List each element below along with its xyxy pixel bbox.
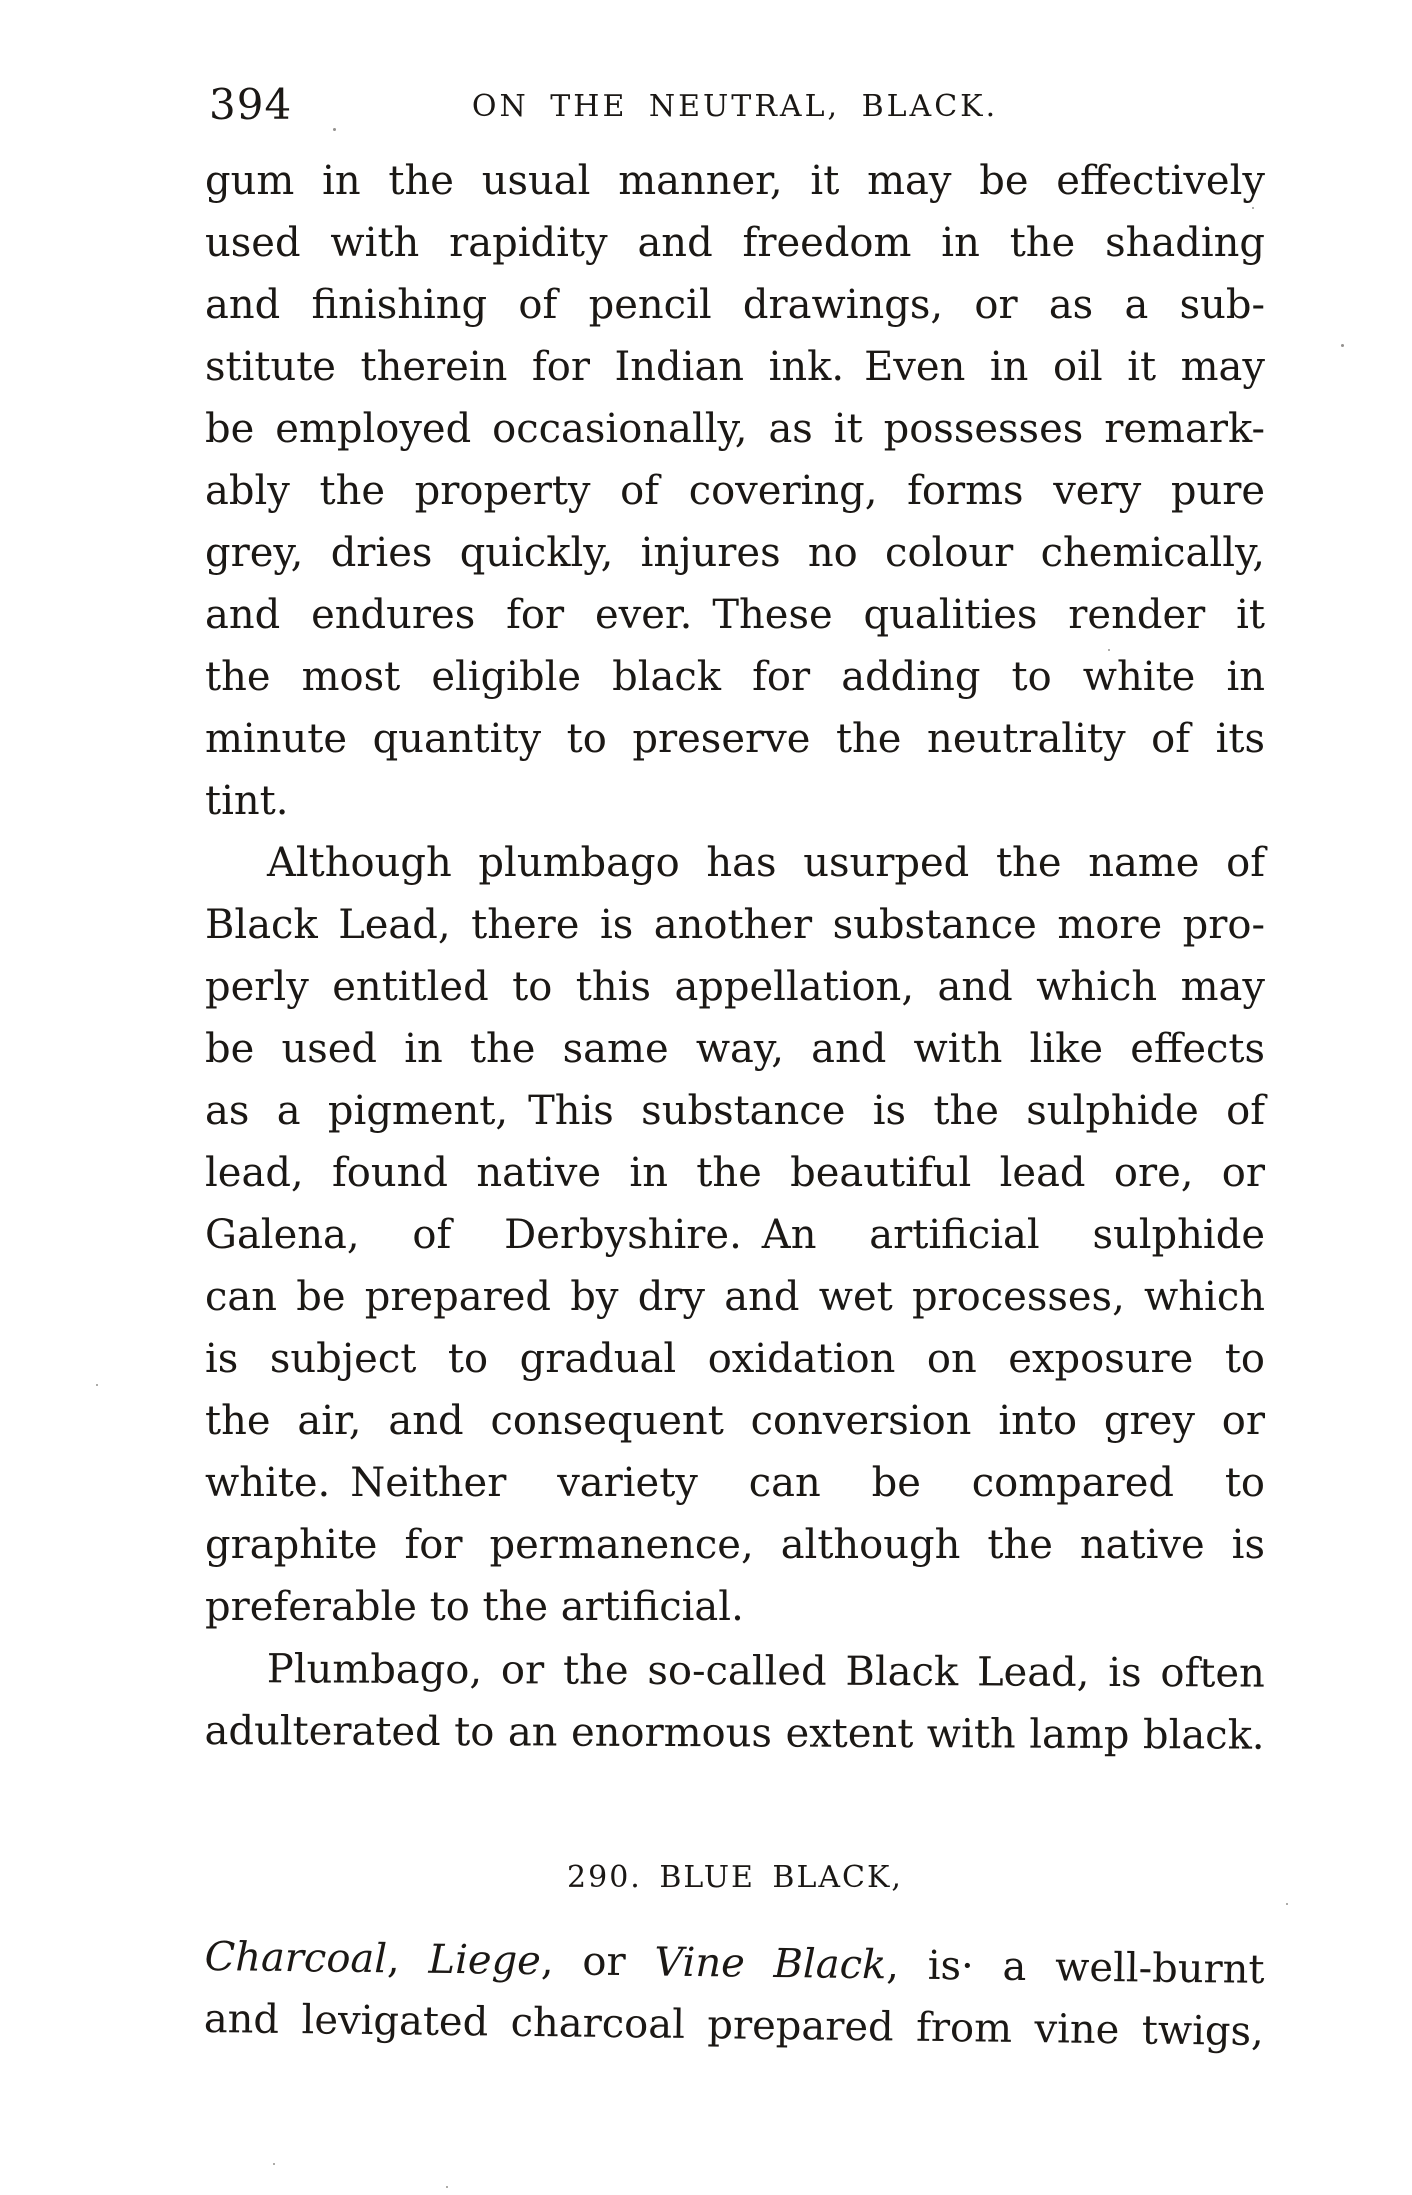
text-line: preferable to the artificial. xyxy=(205,1584,744,1630)
text-line: as a pigment, This substance is the sulphide of xyxy=(205,1088,1265,1134)
text-line: and finishing of pencil drawings, or as a sub- xyxy=(205,282,1265,328)
scan-speck xyxy=(1252,207,1254,209)
text-line: is subject to gradual oxidation on exposure to xyxy=(205,1336,1265,1382)
scan-speck xyxy=(273,2163,275,2165)
text-line: white. Neither variety can be compared to xyxy=(205,1460,1265,1506)
scan-speck xyxy=(96,1384,98,1386)
text-line: Although plumbago has usurped the name of xyxy=(267,840,1265,886)
scan-speck xyxy=(1286,1903,1288,1905)
line-fragment: , is· a well-burnt xyxy=(885,1942,1265,1993)
text-line: grey, dries quickly, injures no colour chemically, xyxy=(205,530,1265,576)
line-fragment: , xyxy=(386,1936,429,1983)
paragraph-gum-continuation xyxy=(205,150,1265,832)
text-line: can be prepared by dry and wet processes, which xyxy=(205,1274,1265,1320)
running-header: ON THE NEUTRAL, BLACK. xyxy=(471,89,999,124)
scan-speck xyxy=(1108,649,1110,651)
italic-term-liege: Liege xyxy=(428,1936,542,1985)
scan-speck xyxy=(333,128,336,131)
text-line: perly entitled to this appellation, and which may xyxy=(205,964,1265,1010)
text-line: and endures for ever. These qualities render it xyxy=(205,592,1265,638)
text-line: Plumbago, or the so-called Black Lead, is often xyxy=(266,1646,1265,1697)
page-number: 394 xyxy=(209,80,293,129)
section-heading-blue-black: 290. BLUE BLACK, xyxy=(567,1860,903,1895)
italic-term-vine-black: Vine Black xyxy=(654,1939,887,1989)
text-line: be used in the same way, and with like effects xyxy=(205,1026,1265,1072)
page-body xyxy=(203,150,1265,2055)
text-line: used with rapidity and freedom in the shading xyxy=(205,220,1265,266)
italic-term-charcoal: Charcoal xyxy=(204,1933,388,1983)
line-fragment: , or xyxy=(540,1938,655,1986)
text-line: tint. xyxy=(205,778,289,824)
text-line: the most eligible black for adding to white in xyxy=(205,654,1265,700)
text-line: Galena, of Derbyshire. An artificial sulphide xyxy=(205,1212,1265,1258)
page-header xyxy=(205,82,1265,134)
text-line: gum in the usual manner, it may be effectively xyxy=(205,158,1265,204)
paragraph-adulteration xyxy=(204,1638,1265,1767)
text-line: adulterated to an enormous extent with lamp black. xyxy=(204,1707,1265,1759)
scan-speck xyxy=(446,2186,448,2188)
text-line: stitute therein for Indian ink. Even in oil it may xyxy=(205,344,1265,390)
text-line: Black Lead, there is another substance more pro- xyxy=(205,902,1265,948)
text-line: ably the property of covering, forms very pure xyxy=(205,468,1265,514)
text-line: graphite for permanence, although the native is xyxy=(205,1522,1265,1568)
paragraph-blue-black-opening xyxy=(203,1926,1264,2063)
text-line: minute quantity to preserve the neutrality of its xyxy=(205,716,1265,762)
text-line: be employed occasionally, as it possesses remark- xyxy=(205,406,1265,452)
text-line: the air, and consequent conversion into grey or xyxy=(205,1398,1265,1444)
text-line: lead, found native in the beautiful lead ore, or xyxy=(205,1150,1265,1196)
paragraph-plumbago-blacklead xyxy=(205,832,1265,1638)
scan-speck xyxy=(1341,344,1344,347)
text-line: and levigated charcoal prepared from vine twigs, xyxy=(203,1995,1265,2055)
